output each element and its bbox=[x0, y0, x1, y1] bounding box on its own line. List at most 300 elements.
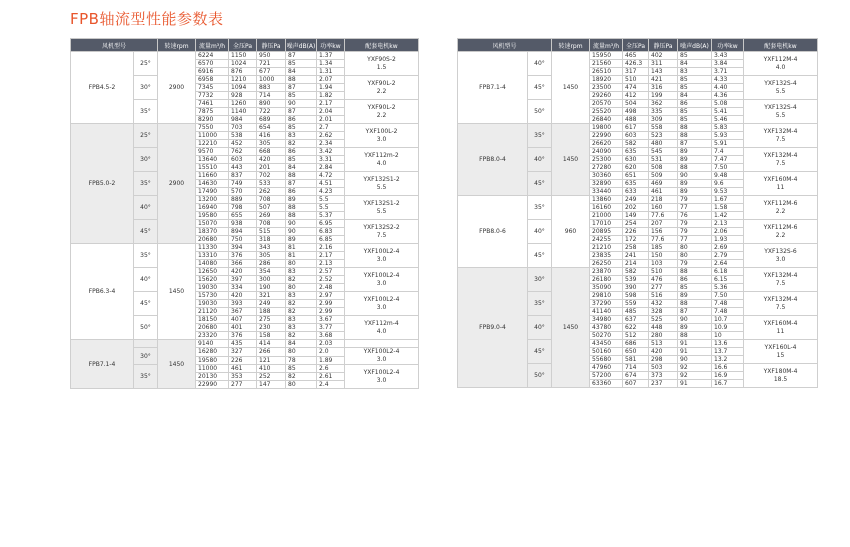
value-cell: 2.17 bbox=[317, 252, 345, 260]
value-cell: 3.67 bbox=[317, 316, 345, 324]
value-cell: 11660 bbox=[196, 172, 229, 180]
value-cell: 362 bbox=[649, 100, 678, 108]
value-cell: 89 bbox=[286, 196, 317, 204]
value-cell: 4.72 bbox=[317, 172, 345, 180]
value-cell: 2.69 bbox=[712, 244, 744, 252]
value-cell: 426.3 bbox=[623, 60, 649, 68]
motor-cell bbox=[345, 124, 419, 148]
value-cell: 83 bbox=[286, 268, 317, 276]
value-cell: 82 bbox=[286, 276, 317, 284]
value-cell: 80 bbox=[678, 244, 712, 252]
value-cell: 2.04 bbox=[317, 108, 345, 116]
table-row bbox=[458, 124, 818, 132]
value-cell: 81 bbox=[286, 244, 317, 252]
speed-cell: 1450 bbox=[552, 124, 590, 196]
speed-cell: 2900 bbox=[158, 124, 196, 244]
motor-line: YXF132S1-2 bbox=[363, 199, 400, 207]
value-cell: 103 bbox=[649, 260, 678, 268]
value-cell: 393 bbox=[229, 300, 257, 308]
motor-cell bbox=[345, 316, 419, 340]
value-cell: 13.7 bbox=[712, 348, 744, 356]
speed-cell: 1450 bbox=[552, 52, 590, 124]
value-cell: 397 bbox=[229, 276, 257, 284]
value-cell: 19030 bbox=[196, 300, 229, 308]
angle-cell: 45° bbox=[134, 292, 158, 316]
value-cell: 43450 bbox=[590, 340, 623, 348]
value-cell: 88 bbox=[678, 332, 712, 340]
value-cell: 16940 bbox=[196, 204, 229, 212]
motor-cell bbox=[744, 124, 818, 148]
motor-line: 2.2 bbox=[775, 207, 786, 215]
value-cell: 185 bbox=[649, 244, 678, 252]
value-cell: 29810 bbox=[590, 292, 623, 300]
value-cell: 3.77 bbox=[317, 324, 345, 332]
value-cell: 85 bbox=[678, 108, 712, 116]
value-cell: 461 bbox=[649, 188, 678, 196]
value-cell: 5.83 bbox=[712, 124, 744, 132]
value-cell: 318 bbox=[257, 236, 286, 244]
value-cell: 230 bbox=[257, 324, 286, 332]
motor-line: 5.5 bbox=[376, 207, 387, 215]
value-cell: 6.83 bbox=[317, 228, 345, 236]
value-cell: 18920 bbox=[590, 76, 623, 84]
value-cell: 47960 bbox=[590, 364, 623, 372]
model-cell: FPB9.0-4 bbox=[458, 268, 528, 388]
motor-cell bbox=[345, 292, 419, 316]
value-cell: 90 bbox=[678, 356, 712, 364]
value-cell: 617 bbox=[623, 124, 649, 132]
value-cell: 149 bbox=[623, 212, 649, 220]
value-cell: 80 bbox=[286, 260, 317, 268]
value-cell: 510 bbox=[623, 76, 649, 84]
value-cell: 249 bbox=[257, 300, 286, 308]
motor-line: 3.0 bbox=[376, 356, 387, 363]
value-cell: 143 bbox=[649, 68, 678, 76]
motor-line: YXF132S-6 bbox=[764, 247, 797, 255]
value-cell: 262 bbox=[257, 188, 286, 196]
value-cell: 7.48 bbox=[712, 300, 744, 308]
value-cell: 18370 bbox=[196, 228, 229, 236]
angle-cell: 30° bbox=[134, 76, 158, 100]
value-cell: 452 bbox=[229, 140, 257, 148]
model-cell: FPB8.0-6 bbox=[458, 196, 528, 268]
value-cell: 55680 bbox=[590, 356, 623, 364]
motor-line: YXF112m-4 bbox=[364, 319, 399, 327]
value-cell: 26510 bbox=[590, 68, 623, 76]
value-cell: 258 bbox=[623, 244, 649, 252]
value-cell: 91 bbox=[678, 348, 712, 356]
value-cell: 201 bbox=[257, 164, 286, 172]
value-cell: 50160 bbox=[590, 348, 623, 356]
value-cell: 984 bbox=[229, 116, 257, 124]
value-cell: 703 bbox=[229, 124, 257, 132]
value-cell: 465 bbox=[623, 52, 649, 60]
value-cell: 721 bbox=[257, 60, 286, 68]
value-cell: 86 bbox=[286, 188, 317, 196]
value-cell: 2.6 bbox=[317, 365, 345, 373]
value-cell: 928 bbox=[229, 92, 257, 100]
value-cell: 343 bbox=[257, 244, 286, 252]
value-cell: 188 bbox=[257, 308, 286, 316]
motor-line: YXF132M-4 bbox=[763, 271, 798, 279]
speed-cell: 1450 bbox=[158, 340, 196, 389]
value-cell: 80 bbox=[286, 381, 317, 389]
value-cell: 651 bbox=[623, 172, 649, 180]
angle-cell: 35° bbox=[528, 124, 552, 148]
column-header: 转速rpm bbox=[552, 39, 590, 52]
value-cell: 461 bbox=[229, 365, 257, 373]
value-cell: 508 bbox=[649, 164, 678, 172]
column-header: 全压Pa bbox=[229, 39, 257, 52]
value-cell: 85 bbox=[286, 365, 317, 373]
motor-line: 3.0 bbox=[376, 303, 387, 311]
value-cell: 92 bbox=[678, 372, 712, 380]
value-cell: 10.7 bbox=[712, 316, 744, 324]
motor-cell bbox=[345, 244, 419, 268]
motor-line: YXF132M-4 bbox=[763, 295, 798, 303]
motor-line: YXF112m-2 bbox=[364, 151, 399, 159]
value-cell: 1.82 bbox=[317, 92, 345, 100]
value-cell: 19580 bbox=[196, 212, 229, 220]
motor-line: YXF112M-6 bbox=[763, 199, 798, 207]
column-header: 流量m³/h bbox=[196, 39, 229, 52]
motor-cell bbox=[744, 340, 818, 364]
value-cell: 1.37 bbox=[317, 52, 345, 60]
value-cell: 92 bbox=[678, 364, 712, 372]
model-cell: FPB6.3-4 bbox=[71, 244, 134, 340]
angle-cell bbox=[134, 340, 158, 348]
model-cell: FPB5.0-2 bbox=[71, 124, 134, 244]
speed-cell: 2900 bbox=[158, 52, 196, 124]
motor-line: YXF90L-2 bbox=[367, 103, 396, 111]
value-cell: 2.84 bbox=[317, 164, 345, 172]
value-cell: 90 bbox=[286, 228, 317, 236]
value-cell: 19580 bbox=[196, 356, 229, 365]
value-cell: 63360 bbox=[590, 380, 623, 388]
speed-cell: 1450 bbox=[552, 268, 590, 388]
value-cell: 88 bbox=[678, 124, 712, 132]
speed-cell: 960 bbox=[552, 196, 590, 268]
value-cell: 79 bbox=[678, 220, 712, 228]
motor-line: YXF100L-2 bbox=[365, 127, 398, 135]
value-cell: 11330 bbox=[196, 244, 229, 252]
value-cell: 316 bbox=[649, 84, 678, 92]
value-cell: 714 bbox=[623, 364, 649, 372]
value-cell: 305 bbox=[257, 140, 286, 148]
value-cell: 620 bbox=[623, 164, 649, 172]
value-cell: 512 bbox=[623, 332, 649, 340]
value-cell: 13200 bbox=[196, 196, 229, 204]
value-cell: 10.9 bbox=[712, 324, 744, 332]
value-cell: 6.85 bbox=[317, 236, 345, 244]
value-cell: 1210 bbox=[229, 76, 257, 84]
value-cell: 16280 bbox=[196, 348, 229, 357]
value-cell: 13640 bbox=[196, 156, 229, 164]
value-cell: 1260 bbox=[229, 100, 257, 108]
value-cell: 87 bbox=[286, 52, 317, 60]
value-cell: 516 bbox=[649, 292, 678, 300]
column-header: 功率kw bbox=[317, 39, 345, 52]
value-cell: 603 bbox=[229, 156, 257, 164]
value-cell: 17490 bbox=[196, 188, 229, 196]
value-cell: 84 bbox=[286, 68, 317, 76]
angle-cell: 35° bbox=[528, 292, 552, 316]
value-cell: 88 bbox=[678, 268, 712, 276]
value-cell: 86 bbox=[286, 148, 317, 156]
motor-line: 2.2 bbox=[376, 87, 387, 95]
angle-cell: 40° bbox=[528, 220, 552, 244]
value-cell: 515 bbox=[257, 228, 286, 236]
value-cell: 13.6 bbox=[712, 340, 744, 348]
motor-cell bbox=[744, 148, 818, 172]
value-cell: 17010 bbox=[590, 220, 623, 228]
value-cell: 448 bbox=[649, 324, 678, 332]
page-title: FPB轴流型性能参数表 bbox=[70, 10, 224, 28]
value-cell: 286 bbox=[257, 260, 286, 268]
value-cell: 498 bbox=[623, 108, 649, 116]
column-header: 转速rpm bbox=[158, 39, 196, 52]
value-cell: 6.15 bbox=[712, 276, 744, 284]
header-row bbox=[71, 39, 419, 52]
value-cell: 654 bbox=[257, 124, 286, 132]
value-cell: 309 bbox=[649, 116, 678, 124]
value-cell: 27280 bbox=[590, 164, 623, 172]
value-cell: 78 bbox=[286, 356, 317, 365]
angle-cell: 50° bbox=[134, 316, 158, 340]
value-cell: 2.52 bbox=[317, 276, 345, 284]
motor-cell bbox=[744, 196, 818, 220]
value-cell: 11000 bbox=[196, 132, 229, 140]
value-cell: 226 bbox=[623, 228, 649, 236]
value-cell: 762 bbox=[229, 148, 257, 156]
value-cell: 1.93 bbox=[712, 236, 744, 244]
value-cell: 24090 bbox=[590, 148, 623, 156]
value-cell: 6.95 bbox=[317, 220, 345, 228]
value-cell: 87 bbox=[286, 180, 317, 188]
angle-cell: 35° bbox=[134, 244, 158, 268]
value-cell: 2.03 bbox=[317, 340, 345, 348]
motor-line: 4.0 bbox=[376, 327, 387, 335]
value-cell: 18150 bbox=[196, 316, 229, 324]
value-cell: 88 bbox=[678, 164, 712, 172]
value-cell: 950 bbox=[257, 52, 286, 60]
value-cell: 510 bbox=[649, 268, 678, 276]
value-cell: 76 bbox=[678, 212, 712, 220]
value-cell: 420 bbox=[229, 268, 257, 276]
value-cell: 3.71 bbox=[712, 68, 744, 76]
value-cell: 10 bbox=[712, 332, 744, 340]
value-cell: 407 bbox=[229, 316, 257, 324]
value-cell: 86 bbox=[286, 116, 317, 124]
table-row bbox=[71, 52, 419, 60]
value-cell: 19800 bbox=[590, 124, 623, 132]
value-cell: 1094 bbox=[229, 84, 257, 92]
table-row bbox=[458, 196, 818, 204]
value-cell: 1000 bbox=[257, 76, 286, 84]
motor-line: 3.0 bbox=[376, 135, 387, 143]
model-cell: FPB7.1-4 bbox=[458, 52, 528, 124]
value-cell: 650 bbox=[623, 348, 649, 356]
value-cell: 89 bbox=[678, 188, 712, 196]
motor-line: YXF100L2-4 bbox=[363, 247, 400, 255]
motor-cell bbox=[345, 52, 419, 76]
value-cell: 207 bbox=[649, 220, 678, 228]
left-table-wrap bbox=[70, 38, 419, 389]
value-cell: 2.13 bbox=[712, 220, 744, 228]
value-cell: 1024 bbox=[229, 60, 257, 68]
motor-line: YXF90S-2 bbox=[367, 55, 396, 63]
angle-cell: 45° bbox=[528, 340, 552, 364]
value-cell: 77 bbox=[678, 236, 712, 244]
motor-cell bbox=[744, 100, 818, 124]
value-cell: 21120 bbox=[196, 308, 229, 316]
angle-cell: 45° bbox=[528, 172, 552, 196]
value-cell: 321 bbox=[257, 292, 286, 300]
value-cell: 582 bbox=[623, 268, 649, 276]
value-cell: 1.42 bbox=[712, 212, 744, 220]
value-cell: 12210 bbox=[196, 140, 229, 148]
value-cell: 90 bbox=[286, 100, 317, 108]
value-cell: 226 bbox=[229, 356, 257, 365]
value-cell: 24255 bbox=[590, 236, 623, 244]
value-cell: 366 bbox=[229, 260, 257, 268]
value-cell: 20680 bbox=[196, 236, 229, 244]
value-cell: 7.50 bbox=[712, 292, 744, 300]
value-cell: 558 bbox=[649, 124, 678, 132]
value-cell: 218 bbox=[649, 196, 678, 204]
value-cell: 249 bbox=[623, 196, 649, 204]
motor-cell bbox=[345, 365, 419, 389]
value-cell: 20895 bbox=[590, 228, 623, 236]
angle-cell: 40° bbox=[528, 316, 552, 340]
speed-cell: 1450 bbox=[158, 244, 196, 340]
angle-cell: 45° bbox=[528, 244, 552, 268]
value-cell: 402 bbox=[649, 52, 678, 60]
value-cell: 172 bbox=[623, 236, 649, 244]
value-cell: 85 bbox=[678, 284, 712, 292]
value-cell: 686 bbox=[623, 340, 649, 348]
column-header: 风机型号 bbox=[71, 39, 158, 52]
value-cell: 376 bbox=[229, 252, 257, 260]
value-cell: 6.18 bbox=[712, 268, 744, 276]
value-cell: 89 bbox=[678, 156, 712, 164]
value-cell: 89 bbox=[678, 148, 712, 156]
motor-line: 11 bbox=[776, 327, 785, 335]
value-cell: 88 bbox=[678, 132, 712, 140]
value-cell: 507 bbox=[257, 204, 286, 212]
value-cell: 5.46 bbox=[712, 116, 744, 124]
value-cell: 538 bbox=[229, 132, 257, 140]
value-cell: 90 bbox=[286, 220, 317, 228]
value-cell: 480 bbox=[649, 140, 678, 148]
motor-cell bbox=[744, 268, 818, 292]
value-cell: 2.07 bbox=[317, 76, 345, 84]
motor-cell bbox=[744, 172, 818, 196]
value-cell: 708 bbox=[257, 196, 286, 204]
value-cell: 4.33 bbox=[712, 76, 744, 84]
motor-cell bbox=[345, 100, 419, 124]
value-cell: 85 bbox=[678, 116, 712, 124]
value-cell: 317 bbox=[623, 68, 649, 76]
value-cell: 2.97 bbox=[317, 292, 345, 300]
value-cell: 156 bbox=[649, 228, 678, 236]
motor-cell bbox=[744, 316, 818, 340]
motor-line: 2.2 bbox=[376, 111, 387, 119]
value-cell: 13.2 bbox=[712, 356, 744, 364]
value-cell: 57200 bbox=[590, 372, 623, 380]
value-cell: 147 bbox=[257, 381, 286, 389]
value-cell: 390 bbox=[623, 284, 649, 292]
value-cell: 2.62 bbox=[317, 132, 345, 140]
value-cell: 2.61 bbox=[317, 373, 345, 381]
motor-line: YXF132M-4 bbox=[763, 151, 798, 159]
motor-line: YXF132M-4 bbox=[763, 127, 798, 135]
motor-cell bbox=[744, 76, 818, 100]
value-cell: 87 bbox=[678, 308, 712, 316]
value-cell: 121 bbox=[257, 356, 286, 365]
value-cell: 837 bbox=[229, 172, 257, 180]
value-cell: 7.48 bbox=[712, 308, 744, 316]
column-header: 噪声dB(A) bbox=[678, 39, 712, 52]
value-cell: 22990 bbox=[196, 381, 229, 389]
value-cell: 938 bbox=[229, 220, 257, 228]
angle-cell: 45° bbox=[528, 76, 552, 100]
value-cell: 6570 bbox=[196, 60, 229, 68]
value-cell: 77.6 bbox=[649, 236, 678, 244]
value-cell: 9.6 bbox=[712, 180, 744, 188]
motor-line: YXF100L2-4 bbox=[363, 271, 400, 279]
value-cell: 2.7 bbox=[317, 124, 345, 132]
value-cell: 7.50 bbox=[712, 164, 744, 172]
angle-cell: 50° bbox=[528, 364, 552, 388]
angle-cell: 35° bbox=[134, 365, 158, 389]
value-cell: 420 bbox=[649, 348, 678, 356]
value-cell: 80 bbox=[678, 252, 712, 260]
value-cell: 3.84 bbox=[712, 60, 744, 68]
value-cell: 269 bbox=[257, 212, 286, 220]
model-cell: FPB8.0-4 bbox=[458, 124, 528, 196]
value-cell: 85 bbox=[678, 76, 712, 84]
value-cell: 33440 bbox=[590, 188, 623, 196]
value-cell: 15070 bbox=[196, 220, 229, 228]
angle-cell: 25° bbox=[134, 124, 158, 148]
value-cell: 509 bbox=[649, 172, 678, 180]
value-cell: 86 bbox=[678, 100, 712, 108]
angle-cell: 35° bbox=[134, 172, 158, 196]
value-cell: 9570 bbox=[196, 148, 229, 156]
column-header: 风机型号 bbox=[458, 39, 552, 52]
value-cell: 7875 bbox=[196, 108, 229, 116]
motor-line: 15 bbox=[776, 351, 785, 359]
value-cell: 7732 bbox=[196, 92, 229, 100]
motor-cell bbox=[345, 340, 419, 348]
value-cell: 190 bbox=[257, 284, 286, 292]
motor-line: YXF160M-4 bbox=[763, 319, 798, 327]
motor-line: 2.2 bbox=[775, 231, 786, 239]
value-cell: 79 bbox=[678, 228, 712, 236]
value-cell: 5.93 bbox=[712, 132, 744, 140]
motor-line: 7.5 bbox=[775, 279, 786, 287]
value-cell: 37290 bbox=[590, 300, 623, 308]
table-row bbox=[458, 268, 818, 276]
value-cell: 83 bbox=[286, 316, 317, 324]
value-cell: 394 bbox=[229, 244, 257, 252]
value-cell: 84 bbox=[286, 340, 317, 348]
value-cell: 83 bbox=[286, 324, 317, 332]
angle-cell: 40° bbox=[134, 196, 158, 220]
value-cell: 15730 bbox=[196, 292, 229, 300]
value-cell: 702 bbox=[257, 172, 286, 180]
